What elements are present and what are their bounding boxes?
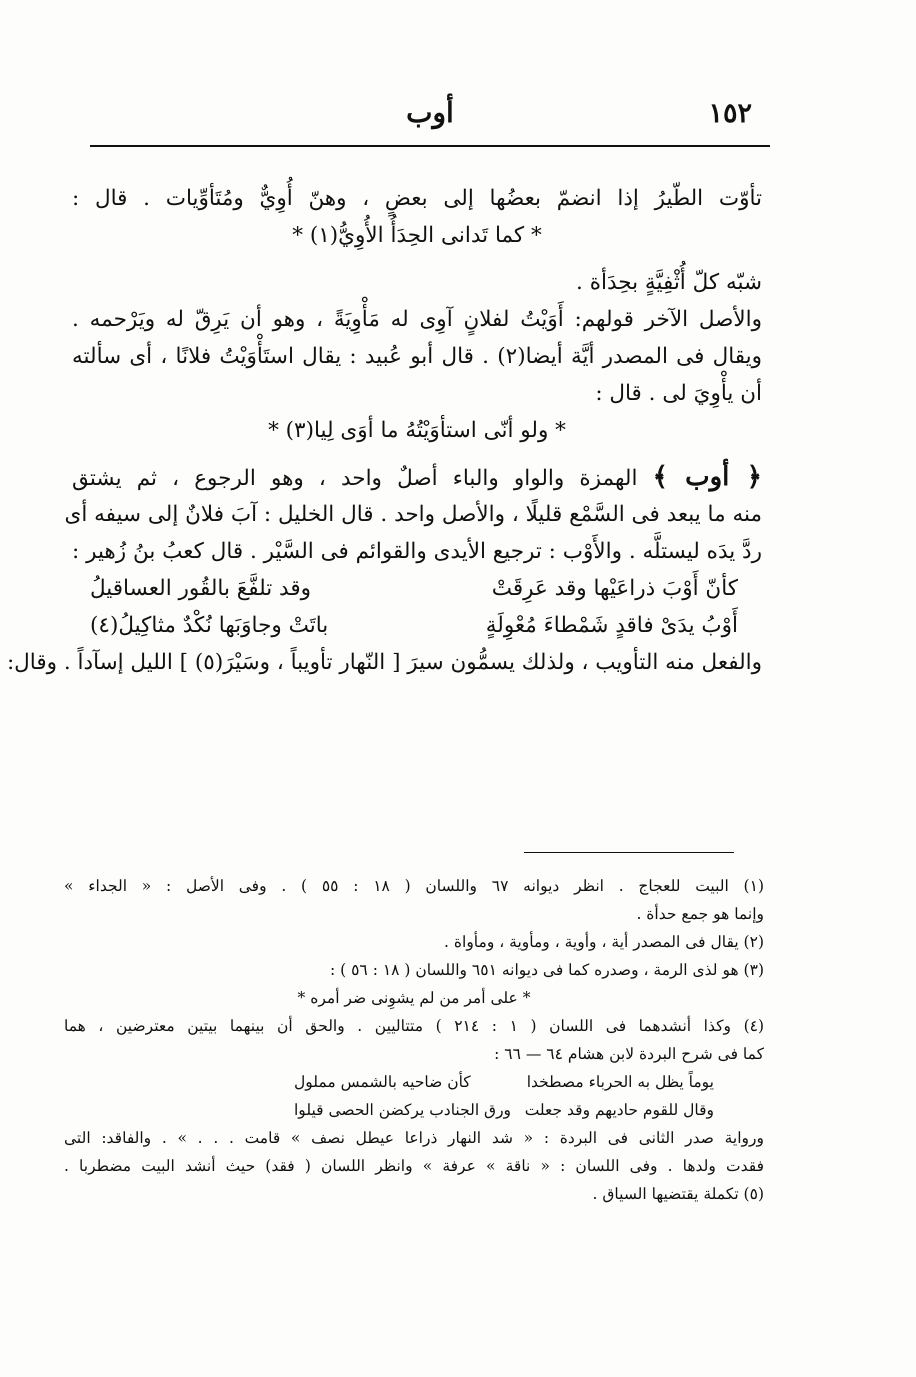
page-number: ١٥٢ — [708, 98, 752, 129]
hemistich: يوماً يظل به الحرباء مصطخدا — [526, 1073, 714, 1091]
footnote-rule — [524, 852, 734, 853]
text-line: أن يأْوِيَ لى . قال : — [595, 381, 762, 406]
running-head: أوب — [406, 96, 454, 129]
text-line: تأوّت الطّيرُ إذا انضمّ بعضُها إلى بعضٍ ، وهنّ أُوِيٌّ ومُتَأوِّيات . قال : — [72, 186, 762, 211]
footnote-line: * على أمر من لم يشوِنى ضر أمره * — [297, 989, 531, 1007]
hemistich: كأن ضاحيه بالشمس مملول — [294, 1073, 471, 1091]
hemistich: ورق الجنادب يركضن الحصى قيلوا — [294, 1101, 512, 1119]
header-rule — [90, 145, 770, 147]
hemistich: باتَتْ وجاوَبَها نُكْدٌ مثاكِيلُ(٤) — [90, 613, 329, 638]
footnote-line: فقدت ولدها . وفى اللسان : « ناقة » عرفة » وانظر اللسان ( فقد) حيث أنشد البيت مضطربا . — [64, 1157, 764, 1175]
text-line: والأصل الآخر قولهم: أَوَيْتُ لفلانٍ آوِى له مَأْوِيَةً ، وهو أن يَرِقّ له ويَرْحمه . — [72, 307, 762, 332]
page-header — [90, 96, 770, 136]
hemistich: كأنّ أَوْبَ ذراعَيْها وقد عَرِقَتْ — [491, 576, 738, 601]
footnotes — [64, 872, 764, 1208]
entry-line — [72, 459, 762, 496]
verse-line: * كما تَدانى الحِدَأُ الأُوِيُّ(١) * — [292, 223, 542, 248]
main-text — [6, 180, 762, 681]
hemistich: أَوْبُ يدَىْ فاقدٍ شَمْطاءَ مُعْوِلَةٍ — [485, 613, 738, 638]
text-line: منه ما يبعد فى السَّمْع قليلًا ، والأصل واحد . قال الخليل : آبَ فلانٌ إلى سيفه أى — [64, 502, 762, 527]
poem-verse — [72, 607, 762, 644]
footnote-line: (٢) يقال فى المصدر أية ، وأوية ، ومأوية ، ومأواة . — [444, 933, 764, 951]
text-line: شبّه كلّ أُثْفِيَّةٍ بحِدَأة . — [576, 270, 762, 295]
footnote-line: (٣) هو لذى الرمة ، وصدره كما فى ديوانه ٦٥١ واللسان ( ١٨ : ٥٦ ) : — [329, 961, 764, 979]
footnote-line: كما فى شرح البردة لابن هشام ٦٤ — ٦٦ : — [494, 1045, 764, 1063]
footnote-line: (١) البيت للعجاج . انظر ديوانه ٦٧ واللسان ( ١٨ : ٥٥ ) . وفى الأصل : « الجداء » — [64, 877, 764, 895]
entry-text: الهمزة والواو والباء أصلٌ واحد ، وهو الرجوع ، ثم يشتق — [72, 466, 638, 491]
footnote-line: (٤) وكذا أنشدهما فى اللسان ( ١ : ٢١٤ ) متتاليين . والحق أن بينهما بيتين معترضين ، هما — [64, 1017, 764, 1035]
poem-verse — [72, 570, 762, 607]
text-line: والفعل منه التأويب ، ولذلك يسمُّون سيرَ [ النّهار تأويباً ، وسَيْرَ(٥) ] الليل إسآداً . وقال: — [6, 650, 762, 675]
footnote-line: ورواية صدر الثانى فى البردة : « شد النهار ذراعا عيطل نصف » قامت . . . » . والفاقد: التى — [64, 1129, 764, 1147]
verse-line: * ولو أنّى استأوَيْتُهُ ما أوَى لِيا(٣) * — [268, 418, 566, 443]
footnote-line: (٥) تكملة يقتضيها السياق . — [592, 1185, 764, 1203]
footnote-line: وإنما هو جمع حدأة . — [636, 905, 764, 923]
text-line: ويقال فى المصدر أيَّة أيضا(٢) . قال أبو عُبيد : يقال استَأْوَيْتُ فلانًا ، أى سألته — [72, 344, 762, 369]
entry-headword: ﴿ أوب ﴾ — [652, 462, 762, 492]
footnote-verse — [64, 1068, 764, 1096]
footnote-verse — [64, 1096, 764, 1124]
hemistich: وقد تلفَّعَ بالقُور العساقيلُ — [90, 576, 311, 601]
text-line: ردَّ يدَه ليستلَّه . والأَوْب : ترجيع الأيدى والقوائم فى السَّيْر . قال كعبُ بنُ زُهير : — [72, 539, 762, 564]
hemistich: وقال للقوم حاديهم وقد جعلت — [524, 1101, 714, 1119]
